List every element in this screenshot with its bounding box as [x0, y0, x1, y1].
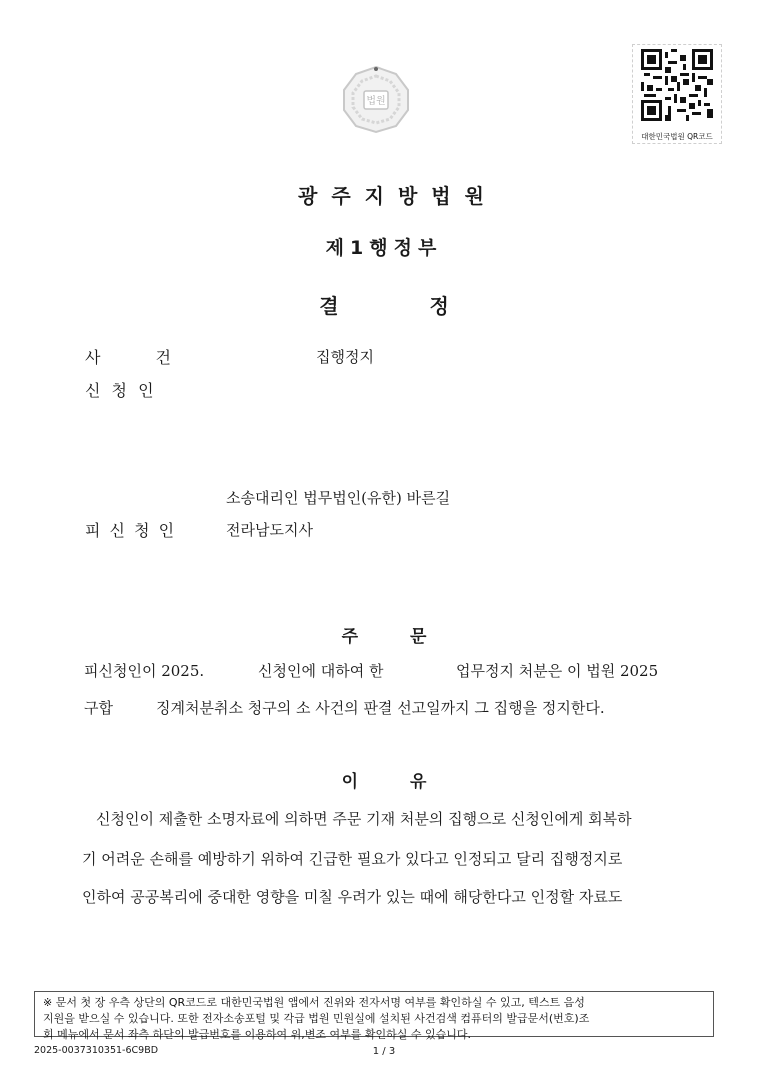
case-value: 집행정지	[316, 348, 374, 366]
order-line1-part3: 업무정지 처분은 이 법원 2025	[456, 662, 659, 680]
court-name: 광주지방법원	[298, 184, 498, 208]
reason-line: 신청인이 제출한 소명자료에 의하면 주문 기재 처분의 집행으로 신청인에게 회복하	[96, 810, 632, 828]
emblem-text: 법원	[366, 96, 386, 107]
respondent-value: 전라남도지사	[226, 521, 313, 539]
reason-line: 인하여 공공복리에 중대한 영향을 미칠 우려가 있는 때에 해당한다고 인정할 자료도	[82, 888, 623, 906]
qr-code-block	[632, 44, 722, 144]
case-label: 사 건	[85, 348, 171, 367]
agent-value: 소송대리인 법무법인(유한) 바른길	[226, 489, 451, 507]
verification-notice	[34, 991, 714, 1041]
order-line2-part1: 구합	[84, 699, 113, 717]
notice-line: ※ 문서 첫 장 우측 상단의 QR코드로 대한민국법원 앱에서 진위와 전자서명 여부를 확인하실 수 있고, 텍스트 음성	[43, 996, 585, 1009]
reason-line: 기 어려운 손해를 예방하기 위하여 긴급한 필요가 있다고 인정되고 달리 집행정지로	[82, 850, 623, 868]
applicant-label: 신 청 인	[85, 381, 154, 400]
reason-heading: 이 유	[341, 772, 427, 792]
page-number: 1 / 3	[372, 1046, 396, 1057]
order-line2-part2: 징계처분취소 청구의 소 사건의 판결 선고일까지 그 집행을 정지한다.	[156, 699, 605, 717]
notice-line: 지원을 받으실 수 있습니다. 또한 전자소송포털 및 각급 법원 민원실에 설치된 사건검색 컴퓨터의 발급문서(번호)조	[43, 1012, 590, 1025]
issue-number: 2025-0037310351-6C9BD	[34, 1045, 159, 1056]
order-heading: 주 문	[341, 627, 427, 647]
division-name: 제1행정부	[325, 237, 443, 259]
respondent-label: 피 신 청 인	[85, 521, 175, 540]
court-emblem	[338, 64, 414, 134]
notice-line: 회 메뉴에서 문서 좌측 하단의 발급번호를 이용하여 위,변조 여부를 확인하실 수 있습니다.	[43, 1028, 471, 1041]
qr-code	[641, 49, 713, 121]
qr-caption: 대한민국법원 QR코드	[641, 132, 713, 141]
document-type: 결 정	[319, 294, 449, 318]
order-line1-part1: 피신청인이 2025.	[84, 662, 205, 680]
order-line1-part2: 신청인에 대하여 한	[258, 662, 384, 680]
